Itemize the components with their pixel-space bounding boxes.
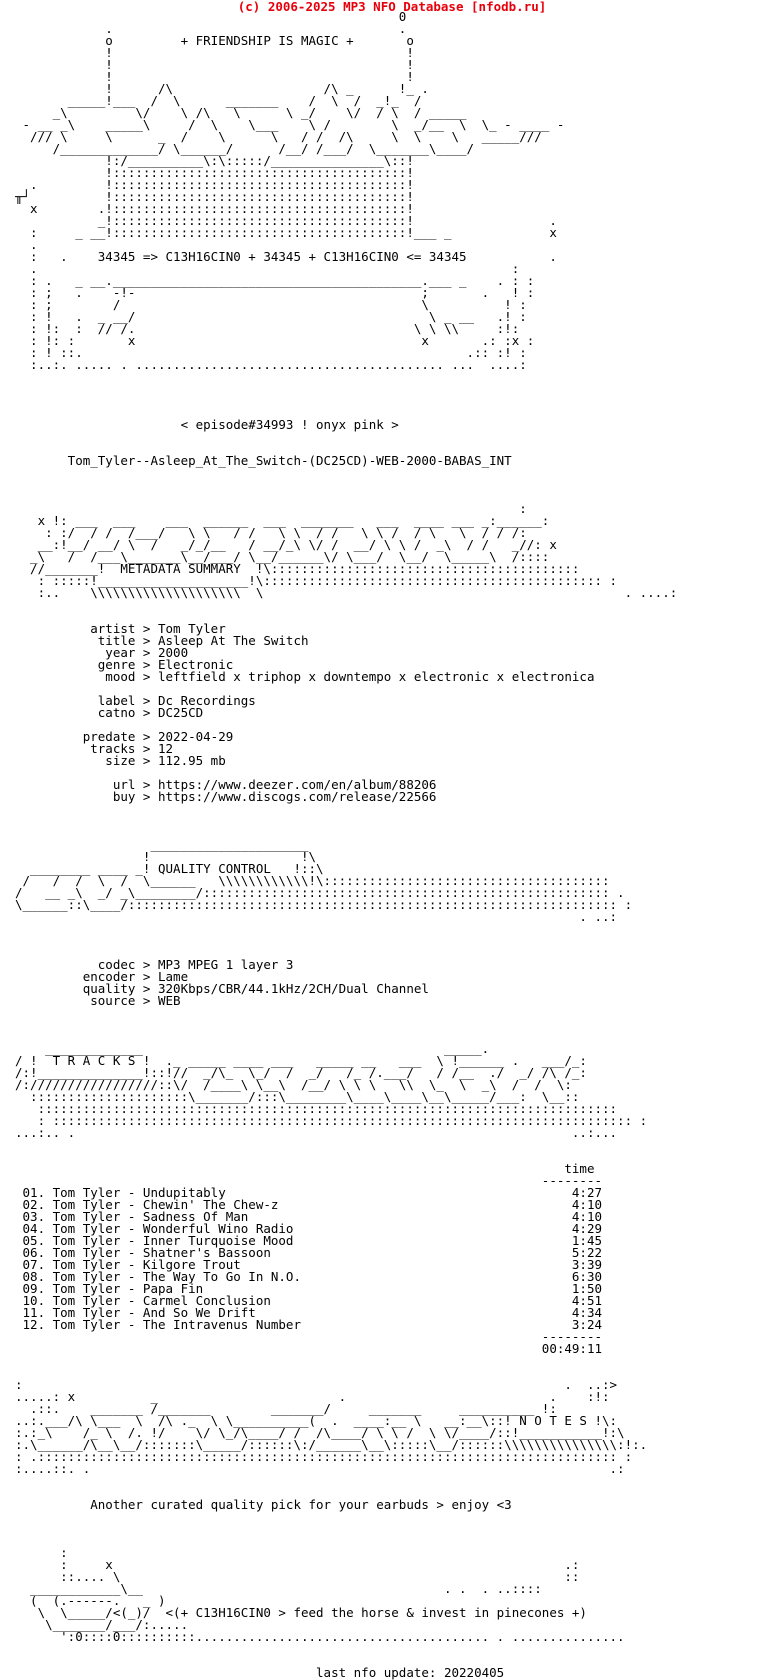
nfo-line: catno > DC25CD <box>15 705 204 720</box>
nfo-line: : ! . _ __/ \ _ __ .! : <box>15 309 527 324</box>
nfo-line: : !: : x x .: :x : <box>15 333 535 348</box>
nfo-line: :.. \\\\\\\\\\\\\\\\\\\\ \ . ....: <box>15 585 678 600</box>
nfo-line: 05. Tom Tyler - Inner Turquoise Mood 1:45 <box>15 1233 602 1248</box>
nfo-line: < episode#34993 ! onyx pink > <box>15 417 399 432</box>
nfo-line: codec > MP3 MPEG 1 layer 3 <box>15 957 294 972</box>
nfo-line <box>15 1523 677 1535</box>
nfo-line: _\ / /___\_______\__/___/ \__/______\/ \___/ \__/ \_____\ /:::: <box>15 549 550 564</box>
nfo-line: 11. Tom Tyler - And So We Drift 4:34 <box>15 1305 602 1320</box>
nfo-line: ________ ____ _! QUALITY CONTROL !::\ <box>15 861 324 876</box>
nfo-line: : _ __!:::::::::::::::::::::::::::::::::::::::!___ _ x <box>15 225 557 240</box>
nfo-line: : <box>15 501 527 516</box>
nfo-line <box>15 1511 677 1523</box>
nfo-line: mood > leftfield x triphop x downtempo x electronic x electronica <box>15 669 595 684</box>
nfo-line <box>15 1139 677 1151</box>
nfo-line: : ::::::::::::::::::::::::::::::::::::::::::::::::::::::::::::::::::::::::::::: : <box>15 1113 648 1128</box>
nfo-line: x .!:::::::::::::::::::::::::::::::::::::::! <box>15 201 414 216</box>
nfo-line: : . _ __._________________________________________.___ _ . : : <box>15 273 535 288</box>
nfo-line: / __ _\ _/ _\________/:::::::::::::::::::::::::::::::::::::::::::::::::::::: . <box>15 885 625 900</box>
nfodb-watermark: (c) 2006-2025 MP3 NFO Database [nfodb.ru] <box>237 0 547 14</box>
nfo-line: ____________\__ . . . ..:::: <box>15 1581 542 1596</box>
nfo-line: Tom_Tyler--Asleep_At_The_Switch-(DC25CD)-WEB-2000-BABAS_INT <box>15 453 512 468</box>
nfo-line: ':0::::0::::::::::....................................... . ............... <box>15 1629 625 1644</box>
nfo-line: genre > Electronic <box>15 657 234 672</box>
nfo-line: 09. Tom Tyler - Papa Fin 1:50 <box>15 1281 602 1296</box>
nfo-document <box>15 11 677 1679</box>
nfo-line: 03. Tom Tyler - Sadness Of Man 4:10 <box>15 1209 602 1224</box>
nfo-line: :.\______/\__\__/:::::::\_____/::::::\:/______\__\:::::\__/::::::\\\\\\\\\\\\\\\:!:. <box>15 1437 648 1452</box>
nfo-line: artist > Tom Tyler <box>15 621 226 636</box>
nfo-line <box>15 479 677 491</box>
nfo-line: ..:.___/\ \___ \ /\ ._ \ \__________( . ____:__ \ __:__\::! N O T E S !\: <box>15 1413 618 1428</box>
nfo-line: _____!___ / \ _______ / \ / _!_ / <box>15 93 422 108</box>
nfo-line <box>15 371 677 383</box>
nfo-line: size > 112.95 mb <box>15 753 226 768</box>
nfo-line <box>15 1643 677 1655</box>
nfo-line: year > 2000 <box>15 645 189 660</box>
nfo-line: predate > 2022-04-29 <box>15 729 234 744</box>
nfo-line: 08. Tom Tyler - The Way To Go In N.O. 6:30 <box>15 1269 602 1284</box>
nfo-line: :....::. . .: <box>15 1461 625 1476</box>
nfo-line: : ! ::. .:: :! : <box>15 345 527 360</box>
nfo-line <box>15 395 677 407</box>
nfo-line: .::. _______ /_______ _______/ _______ __________ !: <box>15 1401 557 1416</box>
nfo-line: . !:::::::::::::::::::::::::::::::::::::::! <box>15 177 414 192</box>
nfo-line: _____________ _____. <box>15 1041 490 1056</box>
nfo-line: : x .: <box>15 1557 580 1572</box>
nfo-line: 01. Tom Tyler - Undupitably 4:27 <box>15 1185 602 1200</box>
nfo-line: 12. Tom Tyler - The Intravenus Number 3:24 <box>15 1317 602 1332</box>
nfo-line: source > WEB <box>15 993 181 1008</box>
nfo-line: :::::::::::::::::::::\_______/:::\________\____\____\__\_____/___: \__:: <box>15 1089 580 1104</box>
nfo-line: __:!__/ __/ \ / _/_/__ / __/_\ \/ / __/ \ \ / _\ / / _//: x <box>15 537 557 552</box>
nfo-line: last nfo update: 20220405 <box>15 1665 505 1680</box>
nfo-line: ! ! <box>15 45 414 60</box>
nfo-line: 0 <box>15 9 407 24</box>
nfo-line <box>15 1355 677 1367</box>
nfo-line: buy > https://www.discogs.com/release/22566 <box>15 789 437 804</box>
nfo-line <box>15 599 677 611</box>
nfo-line: Another curated quality pick for your earbuds > enjoy <3 <box>15 1497 512 1512</box>
nfo-line: : . 34345 => C13H16CIN0 + 34345 + C13H16CIN0 <= 34345 . <box>15 249 557 264</box>
nfo-line: : :::::!____________________!\::::::::::::::::::::::::::::::::::::::::::::: : <box>15 573 618 588</box>
nfo-line: - __ _\ _____\ / \ \___ \ / \ _/__ \ \_ - ____ - <box>15 117 565 132</box>
nfo-line: _!:::::::::::::::::::::::::::::::::::::::! . <box>15 213 557 228</box>
nfo-line: ! !\ <box>15 849 317 864</box>
nfo-line: ╥┘ !:::::::::::::::::::::::::::::::::::::::! <box>15 189 414 204</box>
nfo-line <box>15 1535 677 1547</box>
nfo-line: : ; . -!- ; . ! : <box>15 285 535 300</box>
nfo-line: !:/__________\:\:::::/_______________\::! <box>15 153 414 168</box>
nfo-line: ( (.------. _ ) <box>15 1593 166 1608</box>
nfo-line: encoder > Lame <box>15 969 189 984</box>
nfo-line: 00:49:11 <box>15 1341 602 1356</box>
nfo-line: : .::::::::::::::::::::::::::::::::::::::::::::::::::::::::::::::::::::::::::::: : <box>15 1449 633 1464</box>
nfo-line: _\ \/ \ /\ \ \ _/ \/ / \ / _____ <box>15 105 467 120</box>
nfo-line: ! /\ /\ _ !_ . <box>15 81 429 96</box>
nfo-line: : . ..:> <box>15 1377 618 1392</box>
nfo-line: \_______/___/:..... <box>15 1617 189 1632</box>
nfo-line <box>15 803 677 815</box>
nfo-line: x !: ___ ___ ___ ______ ___ _______ ___ ____ ___ _:______: <box>15 513 550 528</box>
nfo-line: quality > 320Kbps/CBR/44.1kHz/2CH/Dual Channel <box>15 981 429 996</box>
nfo-line: /// \ \ _ / \ \ / / /\ \ \ \ _____/// <box>15 129 542 144</box>
nfo-line: .....: x _ . . :!: <box>15 1389 610 1404</box>
nfo-line: ! ! <box>15 57 414 72</box>
nfo-line <box>15 815 677 827</box>
nfo-line: ...:.. . ..:... <box>15 1125 618 1140</box>
nfo-line <box>15 1007 677 1019</box>
nfo-line <box>15 383 677 395</box>
nfo-line: \ \_____/<(_)/ <(+ C13H16CIN0 > feed the horse & invest in pinecones +) <box>15 1605 587 1620</box>
nfo-line: . . <box>15 21 407 36</box>
nfo-line: 07. Tom Tyler - Kilgore Trout 3:39 <box>15 1257 602 1272</box>
nfo-line: -------- <box>15 1329 602 1344</box>
nfo-line: //_______! METADATA SUMMARY !\::::::::::::::::::::::::::::::::::::::::: <box>15 561 580 576</box>
nfo-line: /_____________/ \______/ /__/ /___/ \_______\____/ <box>15 141 475 156</box>
nfo-line: . : <box>15 261 520 276</box>
nfo-line: /://///////////////::\/ /____\ \__\ /__/ \ \ \ \\ \_ \ _\ / / \: <box>15 1077 572 1092</box>
nfo-line: / ! T R A C K S ! ._ _____ ____ ___ _____ __ ___ \ !______ . ___/_: <box>15 1053 587 1068</box>
nfo-line: . <box>15 237 38 252</box>
nfo-line: _____________________ <box>15 837 309 852</box>
nfo-line <box>15 431 677 443</box>
nfo-line <box>15 935 677 947</box>
nfo-line: ::.... \ :: <box>15 1569 580 1584</box>
nfo-line: 10. Tom Tyler - Carmel Conclusion 4:51 <box>15 1293 602 1308</box>
nfo-line <box>15 1019 677 1031</box>
nfo-line: label > Dc Recordings <box>15 693 256 708</box>
nfo-line: ::::::::::::::::::::::::::::::::::::::::::::::::::::::::::::::::::::::::::::: <box>15 1101 618 1116</box>
nfo-line: : <box>15 1545 68 1560</box>
nfo-line: ! ! <box>15 69 414 84</box>
nfo-line: :.:_\ /_ \ /. !/ \/ \_/\____/ / /\____/ \ \ / \ \/____/::!___________!:\ <box>15 1425 625 1440</box>
nfo-line: 04. Tom Tyler - Wonderful Wino Radio 4:29 <box>15 1221 602 1236</box>
nfo-line: : :/ / / /___/ \ \ / / \ \ / / \ \ / / \ \ / / /: <box>15 525 527 540</box>
nfo-line <box>15 1475 677 1487</box>
nfo-line: !:::::::::::::::::::::::::::::::::::::::! <box>15 165 414 180</box>
nfo-line: title > Asleep At The Switch <box>15 633 309 648</box>
nfo-line: 02. Tom Tyler - Chewin' The Chew-z 4:10 <box>15 1197 602 1212</box>
nfo-line <box>15 467 677 479</box>
nfo-line: time <box>15 1161 595 1176</box>
nfo-line: url > https://www.deezer.com/en/album/88206 <box>15 777 437 792</box>
nfo-line <box>15 923 677 935</box>
nfo-line: o + FRIENDSHIP IS MAGIC + o <box>15 33 414 48</box>
nfo-line: : ; / \ ! : <box>15 297 527 312</box>
nfo-line: / / / \ / \______ \\\\\\\\\\\\!\:::::::::::::::::::::::::::::::::::::: <box>15 873 610 888</box>
nfo-line: 06. Tom Tyler - Shatner's Bassoon 5:22 <box>15 1245 602 1260</box>
nfo-line: /:!______________!::!// _/\_ \_/ / _/ /_ /.___/ / /__ ./ _/ /\ /_: <box>15 1065 587 1080</box>
nfo-line: -------- <box>15 1173 602 1188</box>
nfo-line: tracks > 12 <box>15 741 174 756</box>
nfo-line: :..:. ..... . ......................................... ... ....: <box>15 357 527 372</box>
nfo-line: \______::\____/::::::::::::::::::::::::::::::::::::::::::::::::::::::::::::::::: : <box>15 897 633 912</box>
nfo-line: : !: : // /. \ \ \\ :!: <box>15 321 520 336</box>
nfo-line: . ..: <box>15 909 618 924</box>
